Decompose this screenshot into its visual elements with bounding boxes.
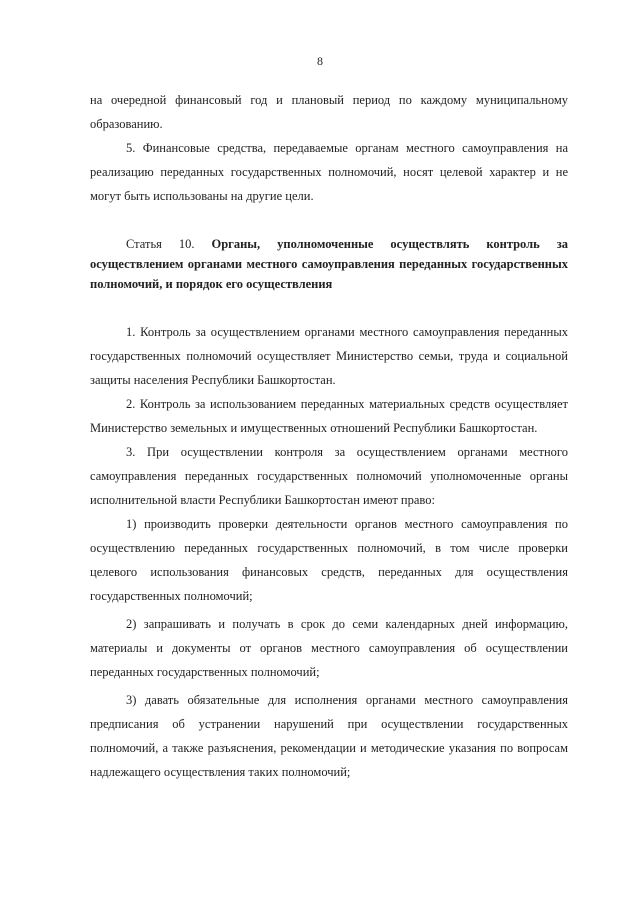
paragraph-continuation: на очередной финансовый год и плановый период по каждому муниципальному образованию. [90,93,568,131]
article-paragraph-1: 1. Контроль за осуществлением органами местного самоуправления переданных государственных полномочий осуществляет Министерство семьи, труда и социальной защиты населения Республики Башкортостан. [90,325,568,387]
article-heading [90,234,568,294]
page-number: 8 [317,54,323,68]
document-body [90,88,568,784]
article-paragraph-3: 3. При осуществлении контроля за осуществлением органами местного самоуправления переданных государственных полномочий уполномоченные органы исполнительной власти Республики Башкортостан имеют право: [90,445,568,507]
list-item-1: 1) производить проверки деятельности органов местного самоуправления по осуществлению переданных государственных полномочий, в том числе проверки целевого использования финансовых средств, переданных для осуществления государственных полномочий; [90,517,568,603]
article-paragraph-2: 2. Контроль за использованием переданных материальных средств осуществляет Министерство земельных и имущественных отношений Республики Башкортостан. [90,397,568,435]
paragraph-5: 5. Финансовые средства, передаваемые органам местного самоуправления на реализацию переданных государственных полномочий, носят целевой характер и не могут быть использованы на другие цели. [90,141,568,203]
article-number: Статья 10. [126,237,195,251]
list-item-3: 3) давать обязательные для исполнения органами местного самоуправления предписания об устранении нарушений при осуществлении государственных полномочий, а также разъяснения, рекомендации и методические указания по вопросам надлежащего осуществления таких полномочий; [90,693,568,779]
list-item-2: 2) запрашивать и получать в срок до семи календарных дней информацию, материалы и документы от органов местного самоуправления об осуществлении переданных государственных полномочий; [90,617,568,679]
article-title: Органы, уполномоченные осуществлять контроль за осуществлением органами местного самоуправления переданных государственных полномочий, и порядок его осуществления [90,237,568,291]
